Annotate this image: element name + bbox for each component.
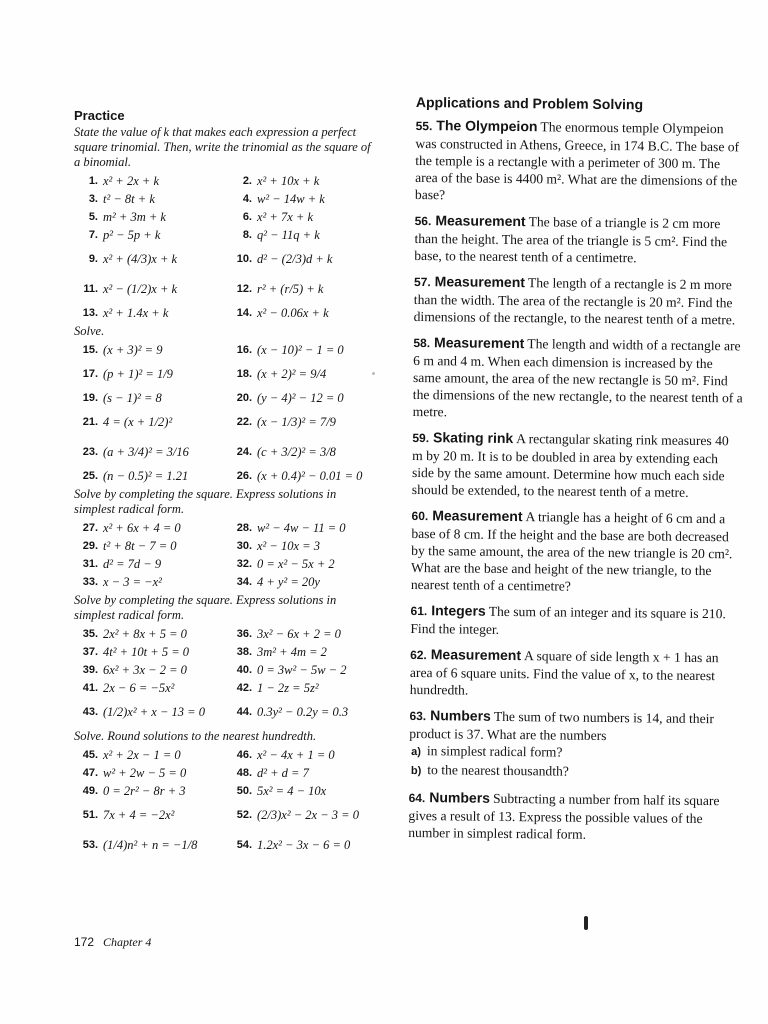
exercise-expression: p² − 5p + k xyxy=(103,227,161,242)
problem-topic: Measurement xyxy=(432,507,523,525)
exercise-item xyxy=(228,573,374,591)
exercise-expression: (n − 0.5)² = 1.21 xyxy=(103,468,189,483)
exercise-number: 49. xyxy=(82,785,98,797)
problem-text: The enormous temple Olympeion was constructed in Athens, Greece, in 174 B.C. The base of the temple is a rectangle with a perimeter of 300 m. The area of the base is 4400 m². What are the dimensions of the base? xyxy=(414,119,740,203)
exercise-item xyxy=(228,226,374,244)
problem-number: 55. xyxy=(415,118,433,134)
exercise-item xyxy=(228,304,374,322)
problem-topic: Measurement xyxy=(430,646,522,664)
exercise-number: 9. xyxy=(88,253,98,265)
problem xyxy=(414,273,745,328)
scan-speck xyxy=(372,372,375,375)
section-instruction: Solve by completing the square. Express solutions in simplest radical form. xyxy=(74,487,337,516)
exercise-number: 38. xyxy=(236,646,252,658)
exercise-expression: x² − (1/2)x + k xyxy=(103,281,178,296)
exercise-expression: x² − 10x = 3 xyxy=(257,538,320,553)
exercise-number: 5. xyxy=(88,211,98,223)
exercise-expression: 3x² − 6x + 2 = 0 xyxy=(257,626,341,641)
exercise-number: 51. xyxy=(82,809,98,821)
exercise-item xyxy=(74,519,228,537)
exercise-item xyxy=(228,555,374,573)
applications-column xyxy=(408,94,746,853)
exercise-expression: (x + 0.4)² − 0.01 = 0 xyxy=(257,468,363,483)
exercise-number: 48. xyxy=(236,767,252,779)
exercise-number: 43. xyxy=(82,706,98,718)
exercise-number: 24. xyxy=(236,446,252,458)
exercise-item xyxy=(74,643,228,661)
exercise-item xyxy=(228,208,374,226)
exercise-item xyxy=(228,467,374,485)
exercise-number: 23. xyxy=(82,446,98,458)
exercise-expression: w² + 2w − 5 = 0 xyxy=(103,765,187,780)
exercise-expression: 2x − 6 = −5x² xyxy=(103,680,175,695)
problem-number: 61. xyxy=(410,603,428,619)
problem-text: Subtracting a number from half its square gives a result of 13. Express the possible values of the number in simplest radical form. xyxy=(408,790,720,842)
exercise-expression: 6x² + 3x − 2 = 0 xyxy=(103,662,187,677)
exercise-number: 1. xyxy=(88,175,98,187)
exercise-item xyxy=(228,537,374,555)
exercise-item xyxy=(74,625,228,643)
exercise-expression: (x + 3)² = 9 xyxy=(103,342,163,357)
exercise-item xyxy=(74,697,228,727)
exercise-number: 22. xyxy=(236,416,252,428)
exercise-item xyxy=(74,555,228,573)
exercise-expression: (c + 3/2)² = 3/8 xyxy=(257,444,336,459)
problem xyxy=(410,602,740,640)
exercise-item xyxy=(228,679,374,697)
exercise-item xyxy=(228,437,374,467)
exercise-number: 33. xyxy=(82,576,98,588)
subpart-text: in simplest radical form? xyxy=(426,743,563,760)
exercise-number: 15. xyxy=(82,344,98,356)
exercise-item xyxy=(228,519,374,537)
exercise-number: 10. xyxy=(236,253,252,265)
exercise-item xyxy=(74,244,228,274)
problem-topic: Measurement xyxy=(435,212,526,230)
subpart-text: to the nearest thousandth? xyxy=(427,762,569,779)
exercise-number: 6. xyxy=(242,211,252,223)
section-instruction: Solve by completing the square. Express solutions in simplest radical form. xyxy=(74,593,337,622)
exercise-number: 29. xyxy=(82,540,98,552)
problem xyxy=(412,429,743,501)
exercise-item xyxy=(74,190,228,208)
exercise-expression: x² + 1.4x + k xyxy=(103,305,169,320)
exercise-expression: (y − 4)² − 12 = 0 xyxy=(257,390,344,405)
exercise-expression: (x + 2)² = 9/4 xyxy=(257,366,327,381)
exercise-grid xyxy=(74,625,374,727)
exercise-expression: (1/4)n² + n = −1/8 xyxy=(103,837,198,852)
exercise-expression: 0 = 2r² − 8r + 3 xyxy=(103,783,186,798)
exercise-number: 31. xyxy=(82,558,98,570)
exercise-item xyxy=(228,190,374,208)
problem xyxy=(409,707,740,783)
exercise-expression: x² + 2x − 1 = 0 xyxy=(103,747,181,762)
exercise-expression: 4 = (x + 1/2)² xyxy=(103,414,173,429)
exercise-item xyxy=(74,226,228,244)
exercise-expression: x² − 4x + 1 = 0 xyxy=(257,747,335,762)
problem-topic: Integers xyxy=(431,602,486,619)
pen-mark xyxy=(584,916,588,930)
section-instruction: Solve. xyxy=(74,324,105,338)
problem xyxy=(410,646,741,701)
exercise-item xyxy=(74,537,228,555)
exercise-item xyxy=(74,467,228,485)
exercise-expression: t² + 8t − 7 = 0 xyxy=(103,538,177,553)
exercise-item xyxy=(74,304,228,322)
problem-topic: Skating rink xyxy=(433,429,514,447)
exercise-number: 52. xyxy=(236,809,252,821)
exercise-expression: (p + 1)² = 1/9 xyxy=(103,366,173,381)
applications-heading: Applications and Problem Solving xyxy=(415,94,644,113)
practice-sections xyxy=(74,125,374,860)
problem-number: 57. xyxy=(413,274,431,290)
exercise-number: 19. xyxy=(82,392,98,404)
problem-number: 58. xyxy=(413,335,431,351)
page-number: 172 xyxy=(74,935,95,949)
problem-text: A triangle has a height of 6 cm and a base of 8 cm. If the height and the base are both decreased by the same amount, the area of the new triangle is 20 cm². What are the base and height of the new triangle, to the nearest tenth of a centimetre? xyxy=(410,509,733,594)
exercise-item xyxy=(228,746,374,764)
exercise-expression: x² + (4/3)x + k xyxy=(103,251,178,266)
exercise-expression: 4t² + 10t + 5 = 0 xyxy=(103,644,189,659)
problem-number: 59. xyxy=(412,430,430,446)
exercise-item xyxy=(74,389,228,407)
exercise-item xyxy=(228,625,374,643)
exercise-item xyxy=(228,359,374,389)
exercise-item xyxy=(228,764,374,782)
exercise-expression: 1 − 2z = 5z² xyxy=(257,680,319,695)
problem-text: The sum of an integer and its square is 210. Find the integer. xyxy=(410,603,726,637)
exercise-item xyxy=(74,573,228,591)
exercise-item xyxy=(74,746,228,764)
exercise-expression: w² − 14w + k xyxy=(257,191,325,206)
exercise-item xyxy=(228,661,374,679)
exercise-number: 11. xyxy=(83,283,98,295)
problem xyxy=(415,117,746,206)
exercise-expression: 3m² + 4m = 2 xyxy=(257,644,327,659)
page-footer xyxy=(74,935,151,950)
exercise-expression: 2x² + 8x + 5 = 0 xyxy=(103,626,187,641)
exercise-expression: m² + 3m + k xyxy=(103,209,166,224)
subpart-label: a) xyxy=(411,745,421,759)
exercise-item xyxy=(74,172,228,190)
exercise-item xyxy=(228,341,374,359)
exercise-expression: (a + 3/4)² = 3/16 xyxy=(103,444,189,459)
exercise-number: 40. xyxy=(236,664,252,676)
problem-number: 64. xyxy=(408,790,426,806)
exercise-expression: t² − 8t + k xyxy=(103,191,155,206)
exercise-number: 46. xyxy=(236,749,252,761)
problem xyxy=(408,789,739,844)
subpart-label: b) xyxy=(410,764,422,778)
problem-topic: The Olympeion xyxy=(436,117,538,135)
exercise-grid xyxy=(74,341,374,485)
practice-column xyxy=(74,108,374,860)
exercise-expression: (s − 1)² = 8 xyxy=(103,390,162,405)
exercise-item xyxy=(74,407,228,437)
chapter-label: Chapter 4 xyxy=(103,935,152,949)
problem-text: A square of side length x + 1 has an area of 6 square units. Find the value of x, to the nearest hundredth. xyxy=(409,648,719,698)
exercise-expression: (x − 10)² − 1 = 0 xyxy=(257,342,344,357)
exercise-item xyxy=(228,172,374,190)
exercise-item xyxy=(74,800,228,830)
exercise-expression: x − 3 = −x² xyxy=(103,574,162,589)
exercise-number: 17. xyxy=(82,368,98,380)
exercise-item xyxy=(228,800,374,830)
exercise-number: 16. xyxy=(236,344,252,356)
exercise-number: 7. xyxy=(88,229,98,241)
problem-topic: Numbers xyxy=(429,789,491,806)
exercise-expression: q² − 11q + k xyxy=(257,227,320,242)
exercise-number: 53. xyxy=(82,839,98,851)
exercise-number: 8. xyxy=(242,229,252,241)
exercise-expression: x² + 6x + 4 = 0 xyxy=(103,520,181,535)
exercise-expression: 0 = 3w² − 5w − 2 xyxy=(257,662,347,677)
problem xyxy=(413,334,744,423)
exercise-expression: x² + 7x + k xyxy=(257,209,314,224)
exercise-number: 20. xyxy=(236,392,252,404)
exercise-number: 13. xyxy=(82,307,98,319)
exercise-number: 3. xyxy=(88,193,98,205)
problem-number: 63. xyxy=(409,708,427,724)
section-instruction: Solve. Round solutions to the nearest hundredth. xyxy=(74,729,317,743)
problem xyxy=(411,507,742,596)
exercise-expression: d² − (2/3)d + k xyxy=(257,251,333,266)
exercise-expression: 5x² = 4 − 10x xyxy=(257,783,327,798)
exercise-expression: w² − 4w − 11 = 0 xyxy=(257,520,346,535)
problem-topic: Numbers xyxy=(430,707,491,724)
exercise-number: 18. xyxy=(236,368,252,380)
exercise-grid xyxy=(74,519,374,591)
section-instruction: State the value of k that makes each expression a perfect square trinomial. Then, write the trinomial as the square of a binomial. xyxy=(74,125,371,169)
exercise-item xyxy=(74,208,228,226)
exercise-item xyxy=(74,830,228,860)
exercise-expression: d² + d = 7 xyxy=(257,765,309,780)
exercise-item xyxy=(228,407,374,437)
problem-subpart xyxy=(409,761,739,783)
exercise-item xyxy=(74,274,228,304)
problem-topic: Measurement xyxy=(434,273,526,291)
exercise-number: 42. xyxy=(236,682,252,694)
exercise-number: 30. xyxy=(236,540,252,552)
exercise-number: 44. xyxy=(236,706,252,718)
problem-number: 56. xyxy=(414,213,432,229)
exercise-number: 27. xyxy=(82,522,98,534)
exercise-expression: x² − 0.06x + k xyxy=(257,305,329,320)
exercise-item xyxy=(74,437,228,467)
exercise-number: 36. xyxy=(236,628,252,640)
exercise-number: 45. xyxy=(82,749,98,761)
exercise-item xyxy=(228,782,374,800)
exercise-number: 54. xyxy=(236,839,252,851)
exercise-item xyxy=(228,274,374,304)
exercise-item xyxy=(228,697,374,727)
exercise-number: 21. xyxy=(82,416,98,428)
exercise-item xyxy=(228,244,374,274)
problem-list xyxy=(408,117,746,844)
exercise-number: 2. xyxy=(242,175,252,187)
exercise-number: 39. xyxy=(82,664,98,676)
exercise-item xyxy=(74,661,228,679)
exercise-expression: (x − 1/3)² = 7/9 xyxy=(257,414,336,429)
exercise-grid xyxy=(74,746,374,860)
problem-text: A rectangular skating rink measures 40 m by 20 m. It is to be doubled in area by extending each side by the same amount. Determine how much each side should be extended, to the nearest tenth of a metre. xyxy=(411,431,729,500)
exercise-number: 47. xyxy=(82,767,98,779)
exercise-item xyxy=(74,782,228,800)
exercise-item xyxy=(228,643,374,661)
exercise-item xyxy=(74,359,228,389)
exercise-expression: d² = 7d − 9 xyxy=(103,556,162,571)
exercise-item xyxy=(228,830,374,860)
exercise-grid xyxy=(74,172,374,322)
exercise-number: 4. xyxy=(242,193,252,205)
problem-number: 60. xyxy=(411,508,429,524)
exercise-number: 26. xyxy=(236,470,252,482)
exercise-expression: r² + (r/5) + k xyxy=(257,281,324,296)
problem-topic: Measurement xyxy=(434,334,525,352)
exercise-expression: 7x + 4 = −2x² xyxy=(103,807,175,822)
practice-heading: Practice xyxy=(74,108,125,123)
exercise-expression: 0.3y² − 0.2y = 0.3 xyxy=(257,704,349,719)
exercise-number: 34. xyxy=(236,576,252,588)
exercise-item xyxy=(228,389,374,407)
exercise-expression: (1/2)x² + x − 13 = 0 xyxy=(103,704,205,719)
exercise-number: 32. xyxy=(236,558,252,570)
exercise-number: 50. xyxy=(236,785,252,797)
exercise-item xyxy=(74,341,228,359)
exercise-number: 41. xyxy=(82,682,98,694)
exercise-number: 25. xyxy=(82,470,98,482)
exercise-number: 28. xyxy=(236,522,252,534)
problem-text: The length of a rectangle is 2 m more than the width. The area of the rectangle is 20 m². Find the dimensions of the rectangle, to the nearest tenth of a metre. xyxy=(413,275,736,328)
exercise-number: 37. xyxy=(82,646,98,658)
exercise-number: 14. xyxy=(236,307,252,319)
exercise-item xyxy=(74,764,228,782)
exercise-expression: 1.2x² − 3x − 6 = 0 xyxy=(257,837,351,852)
problem xyxy=(414,212,745,267)
problem-text: The base of a triangle is 2 cm more than the height. The area of the triangle is 5 cm². Find the base, to the nearest tenth of a centimetre. xyxy=(414,214,728,266)
exercise-expression: 0 = x² − 5x + 2 xyxy=(257,556,335,571)
exercise-number: 12. xyxy=(236,283,252,295)
problem-text: The length and width of a rectangle are 6 m and 4 m. When each dimension is increased by the same amount, the area of the new rectangle is 50 m². Find the dimensions of the new rectangle, to the nearest tenth of a metre. xyxy=(412,336,743,420)
exercise-item xyxy=(74,679,228,697)
exercise-expression: x² + 10x + k xyxy=(257,173,320,188)
exercise-expression: (2/3)x² − 2x − 3 = 0 xyxy=(257,807,359,822)
exercise-number: 35. xyxy=(82,628,98,640)
problem-text: The sum of two numbers is 14, and their product is 37. What are the numbers xyxy=(409,708,715,744)
exercise-expression: 4 + y² = 20y xyxy=(257,574,320,589)
problem-number: 62. xyxy=(410,647,427,663)
exercise-expression: x² + 2x + k xyxy=(103,173,160,188)
